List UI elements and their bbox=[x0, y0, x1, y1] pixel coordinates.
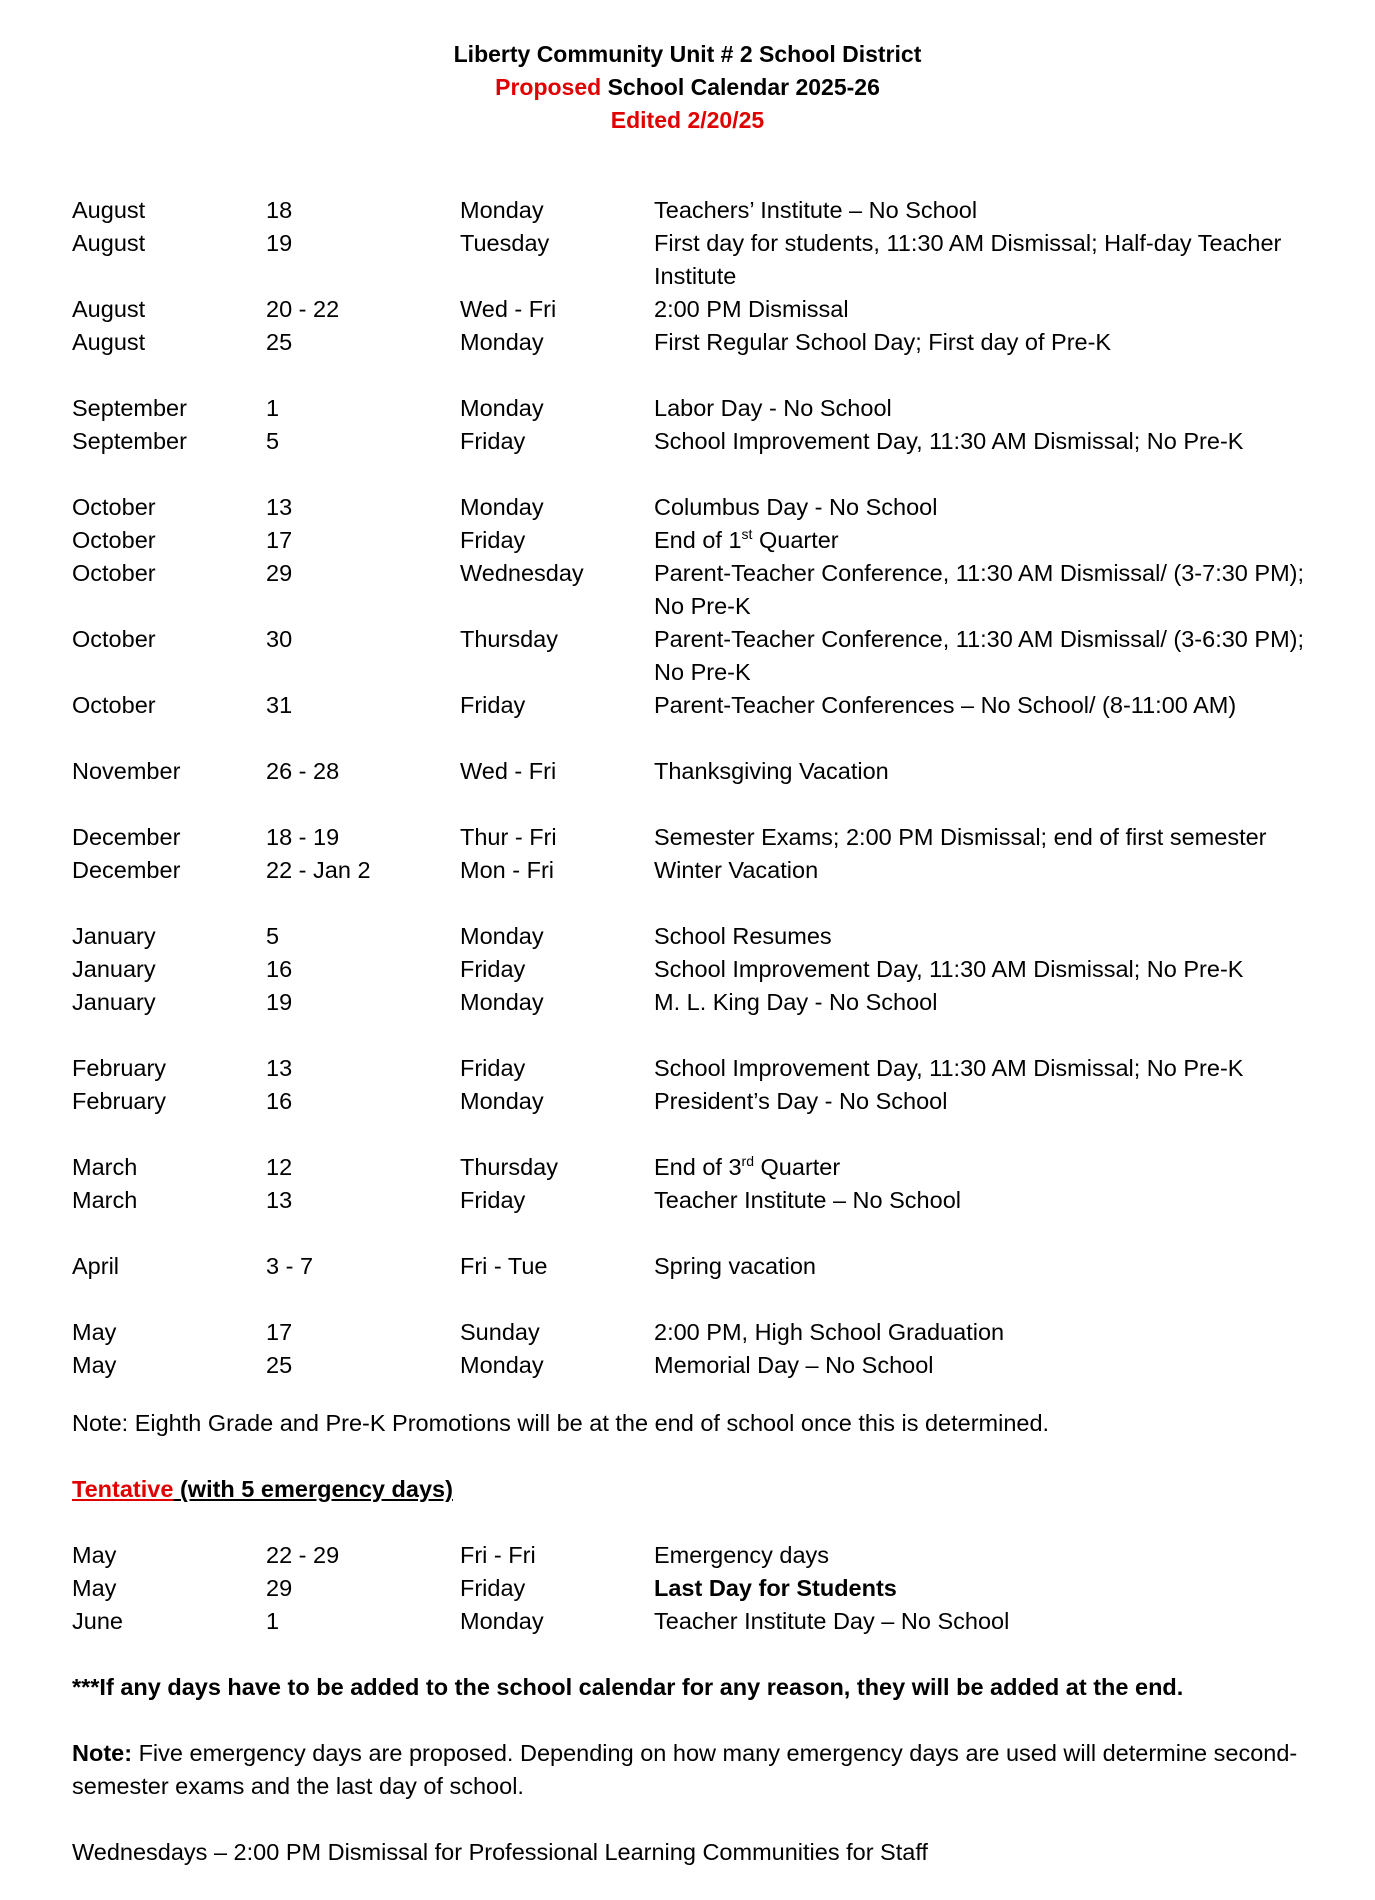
date: 18 - 19 bbox=[266, 824, 340, 850]
note-text: Five emergency days are proposed. Depending on how many emergency days are used will determine second-semester exams and the last day of school. bbox=[72, 1740, 1298, 1799]
event: Teacher Institute Day – No School bbox=[654, 1608, 1010, 1634]
date: 13 bbox=[266, 1187, 293, 1213]
schedule-row bbox=[72, 1539, 1352, 1572]
date: 1 bbox=[266, 395, 280, 421]
district-title: Liberty Community Unit # 2 School District bbox=[453, 41, 922, 67]
date: 16 bbox=[266, 1088, 293, 1114]
weekday: Fri - Fri bbox=[460, 1542, 536, 1568]
weekday: Wed - Fri bbox=[460, 296, 557, 322]
schedule-row bbox=[72, 1085, 1352, 1118]
promotions-note: Note: Eighth Grade and Pre-K Promotions will be at the end of school once this is determined. bbox=[72, 1410, 1050, 1436]
schedule-row bbox=[72, 986, 1352, 1019]
schedule-row bbox=[72, 854, 1352, 887]
weekday: Friday bbox=[460, 428, 526, 454]
schedule-row bbox=[72, 227, 1352, 293]
schedule-row bbox=[72, 1316, 1352, 1349]
month: December bbox=[72, 824, 181, 850]
schedule-row bbox=[72, 920, 1352, 953]
date: 5 bbox=[266, 428, 280, 454]
month: January bbox=[72, 989, 156, 1015]
weekday: Monday bbox=[460, 923, 544, 949]
emergency-days-note bbox=[72, 1737, 1352, 1803]
tentative-subtitle: (with 5 emergency days) bbox=[173, 1476, 453, 1502]
event: Semester Exams; 2:00 PM Dismissal; end of first semester bbox=[654, 824, 1267, 850]
schedule-row bbox=[72, 623, 1352, 689]
month: October bbox=[72, 527, 156, 553]
event-text: End of 1 bbox=[654, 527, 742, 553]
weekday: Fri - Tue bbox=[460, 1253, 548, 1279]
weekday: Wed - Fri bbox=[460, 758, 557, 784]
event: School Resumes bbox=[654, 923, 832, 949]
event: Parent-Teacher Conference, 11:30 AM Dismissal/ (3-6:30 PM); No Pre-K bbox=[654, 626, 1305, 685]
month: January bbox=[72, 923, 156, 949]
event: Emergency days bbox=[654, 1542, 830, 1568]
wednesdays-note: Wednesdays – 2:00 PM Dismissal for Professional Learning Communities for Staff bbox=[72, 1839, 928, 1865]
schedule-row bbox=[72, 293, 1352, 326]
month: February bbox=[72, 1055, 167, 1081]
added-days-note: ***If any days have to be added to the school calendar for any reason, they will be added at the end. bbox=[72, 1674, 1184, 1700]
weekday: Wednesday bbox=[460, 560, 584, 586]
schedule-row bbox=[72, 755, 1352, 788]
schedule-row bbox=[72, 1184, 1352, 1217]
weekday: Monday bbox=[460, 1352, 544, 1378]
month: April bbox=[72, 1253, 120, 1279]
tentative-label: Tentative bbox=[72, 1476, 174, 1502]
date: 18 bbox=[266, 197, 293, 223]
schedule-table bbox=[72, 194, 1352, 1382]
weekday: Thursday bbox=[460, 1154, 558, 1180]
schedule-row bbox=[72, 557, 1352, 623]
weekday: Tuesday bbox=[460, 230, 550, 256]
month: November bbox=[72, 758, 181, 784]
date: 20 - 22 bbox=[266, 296, 340, 322]
month: May bbox=[72, 1542, 117, 1568]
calendar-title-text: School Calendar 2025-26 bbox=[601, 74, 880, 100]
month: February bbox=[72, 1088, 167, 1114]
month: October bbox=[72, 560, 156, 586]
weekday: Friday bbox=[460, 527, 526, 553]
weekday: Friday bbox=[460, 956, 526, 982]
month: October bbox=[72, 626, 156, 652]
event-text: Quarter bbox=[752, 527, 839, 553]
weekday: Monday bbox=[460, 395, 544, 421]
date: 12 bbox=[266, 1154, 293, 1180]
event: Winter Vacation bbox=[654, 857, 819, 883]
month: May bbox=[72, 1575, 117, 1601]
weekday: Monday bbox=[460, 1608, 544, 1634]
document-header bbox=[0, 38, 1375, 137]
month: December bbox=[72, 857, 181, 883]
weekday: Monday bbox=[460, 494, 544, 520]
schedule-row bbox=[72, 821, 1352, 854]
event: School Improvement Day, 11:30 AM Dismissal; No Pre-K bbox=[654, 428, 1244, 454]
schedule-row bbox=[72, 1605, 1352, 1638]
weekday: Thur - Fri bbox=[460, 824, 557, 850]
month: August bbox=[72, 197, 146, 223]
edited-date: Edited 2/20/25 bbox=[610, 107, 765, 133]
month: January bbox=[72, 956, 156, 982]
event: Teachers’ Institute – No School bbox=[654, 197, 978, 223]
event: 2:00 PM, High School Graduation bbox=[654, 1319, 1005, 1345]
calendar-title bbox=[0, 71, 1375, 104]
note-label: Note: bbox=[72, 1740, 133, 1766]
event bbox=[654, 524, 1334, 557]
event bbox=[654, 1151, 1334, 1184]
schedule-row bbox=[72, 1349, 1352, 1382]
schedule-row bbox=[72, 326, 1352, 359]
schedule-row bbox=[72, 1250, 1352, 1283]
schedule-row bbox=[72, 524, 1352, 557]
weekday: Monday bbox=[460, 329, 544, 355]
schedule-row bbox=[72, 1572, 1352, 1605]
schedule-row bbox=[72, 491, 1352, 524]
date: 5 bbox=[266, 923, 280, 949]
schedule-row bbox=[72, 689, 1352, 722]
event: First Regular School Day; First day of Pre-K bbox=[654, 329, 1112, 355]
event: First day for students, 11:30 AM Dismissal; Half-day Teacher Institute bbox=[654, 230, 1282, 289]
date: 3 - 7 bbox=[266, 1253, 314, 1279]
schedule-row bbox=[72, 1151, 1352, 1184]
schedule-row bbox=[72, 392, 1352, 425]
date: 19 bbox=[266, 989, 293, 1015]
date: 17 bbox=[266, 1319, 293, 1345]
date: 30 bbox=[266, 626, 293, 652]
date: 13 bbox=[266, 494, 293, 520]
month: May bbox=[72, 1319, 117, 1345]
weekday: Monday bbox=[460, 197, 544, 223]
month: September bbox=[72, 428, 187, 454]
weekday: Sunday bbox=[460, 1319, 540, 1345]
event: Memorial Day – No School bbox=[654, 1352, 934, 1378]
date: 29 bbox=[266, 560, 293, 586]
weekday: Friday bbox=[460, 1055, 526, 1081]
month: March bbox=[72, 1154, 138, 1180]
month: March bbox=[72, 1187, 138, 1213]
date: 16 bbox=[266, 956, 293, 982]
date: 31 bbox=[266, 692, 293, 718]
month: September bbox=[72, 395, 187, 421]
ordinal-suffix: st bbox=[741, 526, 753, 542]
schedule-row bbox=[72, 953, 1352, 986]
date: 17 bbox=[266, 527, 293, 553]
month: October bbox=[72, 494, 156, 520]
event: President’s Day - No School bbox=[654, 1088, 948, 1114]
event: Teacher Institute – No School bbox=[654, 1187, 961, 1213]
schedule-row bbox=[72, 1052, 1352, 1085]
event: Columbus Day - No School bbox=[654, 494, 938, 520]
month: August bbox=[72, 296, 146, 322]
date: 22 - 29 bbox=[266, 1542, 340, 1568]
weekday: Friday bbox=[460, 1187, 526, 1213]
date: 1 bbox=[266, 1608, 280, 1634]
event: 2:00 PM Dismissal bbox=[654, 296, 849, 322]
weekday: Monday bbox=[460, 1088, 544, 1114]
event: Parent-Teacher Conferences – No School/ (8-11:00 AM) bbox=[654, 692, 1237, 718]
date: 19 bbox=[266, 230, 293, 256]
event: School Improvement Day, 11:30 AM Dismissal; No Pre-K bbox=[654, 956, 1244, 982]
tentative-heading bbox=[72, 1473, 1352, 1506]
event: Last Day for Students bbox=[654, 1575, 897, 1601]
tentative-schedule-table bbox=[72, 1539, 1352, 1638]
date: 29 bbox=[266, 1575, 293, 1601]
weekday: Mon - Fri bbox=[460, 857, 554, 883]
proposed-label: Proposed bbox=[495, 74, 602, 100]
date: 25 bbox=[266, 329, 293, 355]
weekday: Thursday bbox=[460, 626, 558, 652]
weekday: Monday bbox=[460, 989, 544, 1015]
date: 25 bbox=[266, 1352, 293, 1378]
month: October bbox=[72, 692, 156, 718]
date: 26 - 28 bbox=[266, 758, 340, 784]
weekday: Friday bbox=[460, 1575, 526, 1601]
event-text: Quarter bbox=[754, 1154, 841, 1180]
event: Thanksgiving Vacation bbox=[654, 758, 889, 784]
month: August bbox=[72, 230, 146, 256]
event: Parent-Teacher Conference, 11:30 AM Dismissal/ (3-7:30 PM); No Pre-K bbox=[654, 560, 1305, 619]
event: M. L. King Day - No School bbox=[654, 989, 938, 1015]
date: 22 - Jan 2 bbox=[266, 857, 371, 883]
event-text: End of 3 bbox=[654, 1154, 742, 1180]
date: 13 bbox=[266, 1055, 293, 1081]
event: School Improvement Day, 11:30 AM Dismissal; No Pre-K bbox=[654, 1055, 1244, 1081]
schedule-row bbox=[72, 425, 1352, 458]
month: May bbox=[72, 1352, 117, 1378]
month: June bbox=[72, 1608, 123, 1634]
event: Spring vacation bbox=[654, 1253, 816, 1279]
event: Labor Day - No School bbox=[654, 395, 892, 421]
schedule-row bbox=[72, 194, 1352, 227]
ordinal-suffix: rd bbox=[741, 1153, 754, 1169]
month: August bbox=[72, 329, 146, 355]
weekday: Friday bbox=[460, 692, 526, 718]
